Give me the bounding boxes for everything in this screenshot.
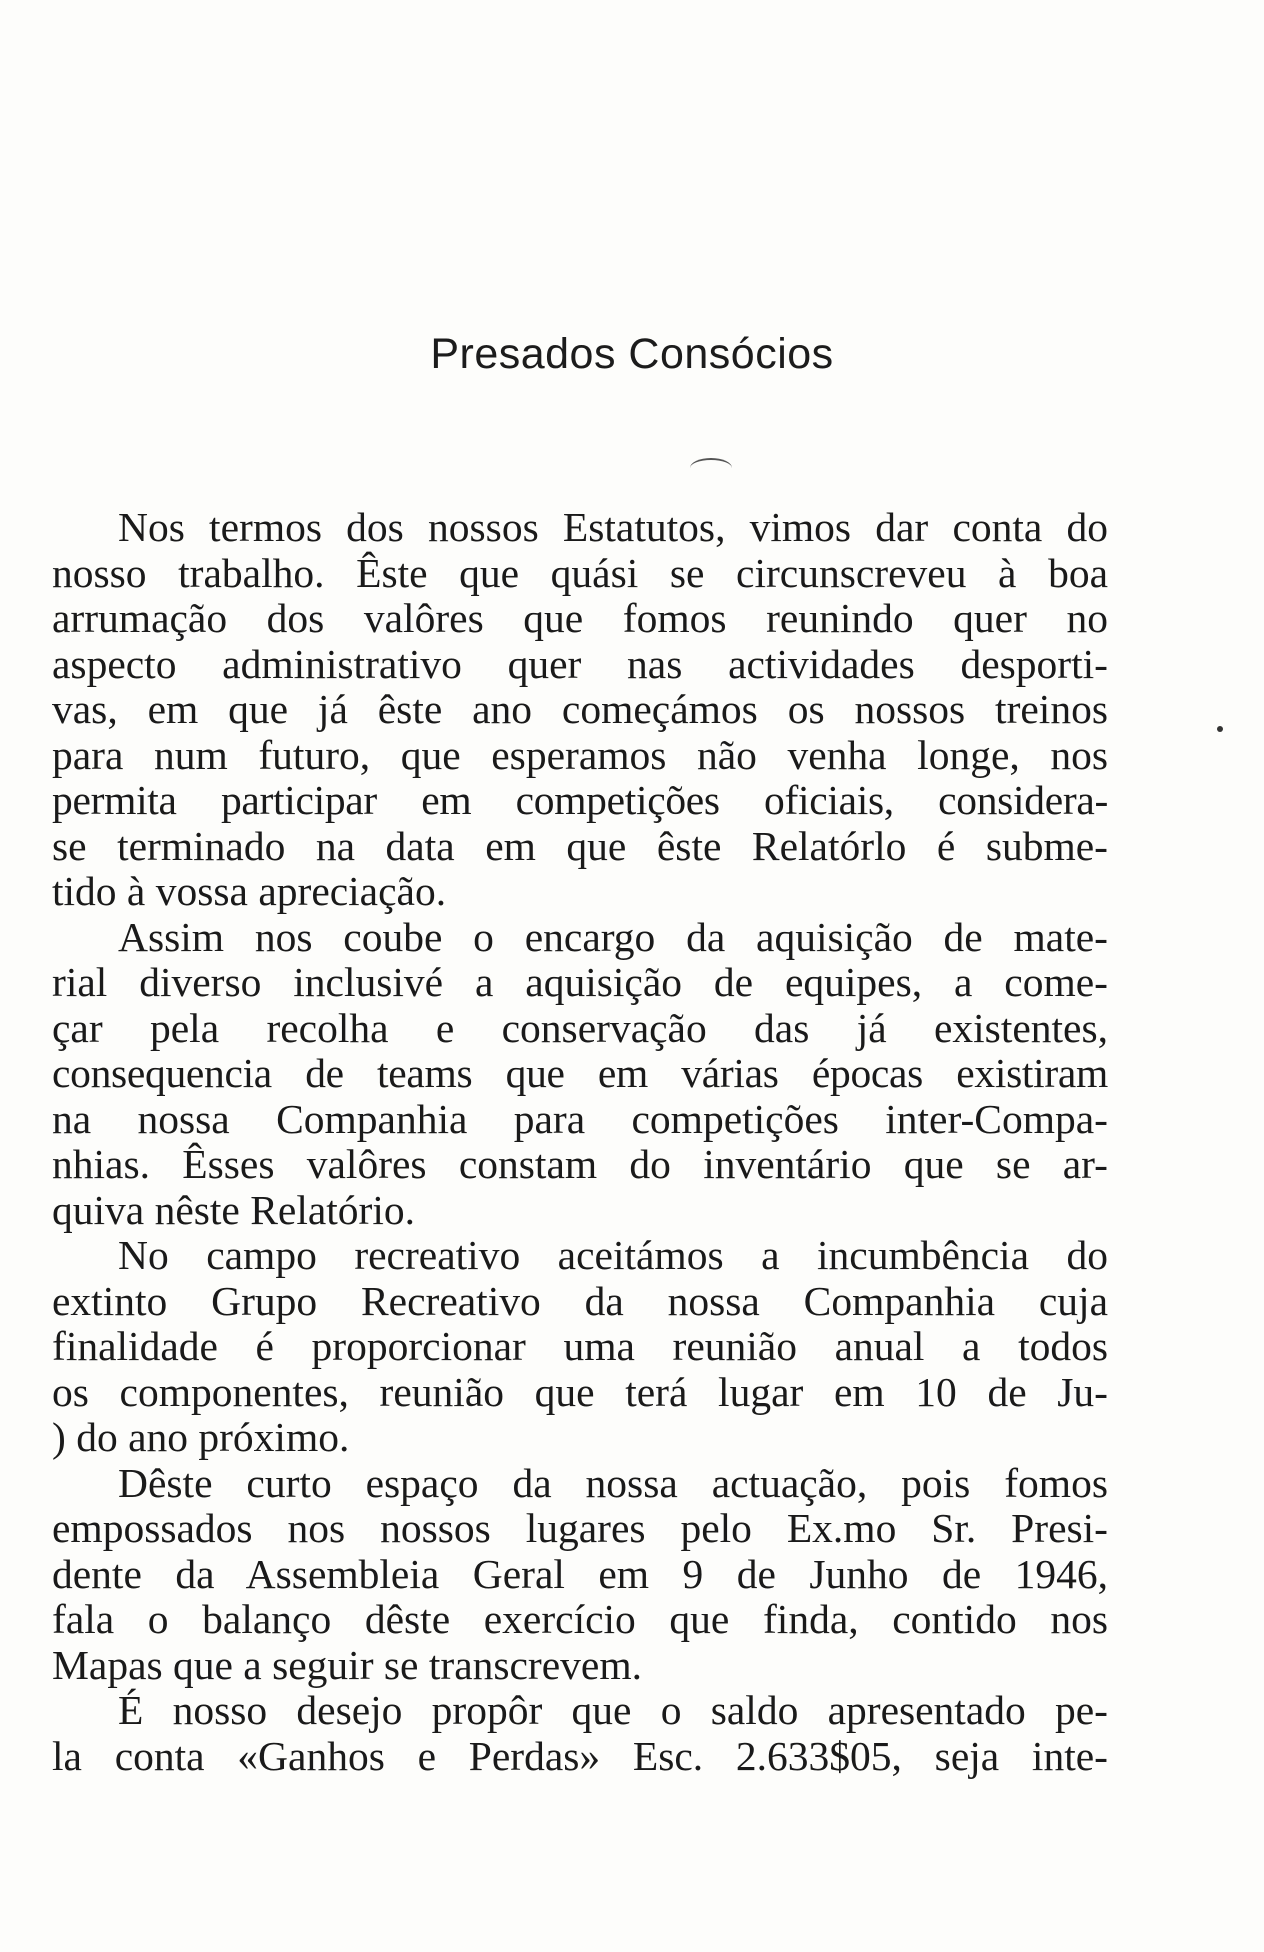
text-line: nhias. Êsses valôres constam do inventário que se ar-: [52, 1141, 1108, 1187]
text-line: aspecto administrativo quer nas actividades desporti-: [52, 640, 1108, 687]
text-line: empossados nos nossos lugares pelo Ex.mo Sr. Presi-: [52, 1505, 1108, 1551]
paragraph: [52, 1461, 1108, 1689]
text-line: tido à vossa apreciação.: [52, 868, 447, 914]
text-line: extinto Grupo Recreativo da nossa Companhia cuja: [52, 1277, 1108, 1324]
page-title: Presados Consócios: [430, 330, 834, 378]
text-line: la conta «Ganhos e Perdas» Esc. 2.633$05, seja inte-: [52, 1732, 1108, 1779]
text-line: para num futuro, que esperamos não venha longe, nos: [52, 731, 1108, 778]
text-line: Mapas que a seguir se transcrevem.: [52, 1641, 642, 1688]
text-line: na nossa Companhia para competições inter-Compa-: [52, 1095, 1108, 1142]
paragraph: [52, 1688, 1108, 1779]
text-line: ) do ano próximo.: [52, 1414, 350, 1460]
text-line: É nosso desejo propôr que o saldo apresentado pe-: [118, 1687, 1108, 1733]
body-text: [52, 505, 1108, 1779]
text-line: arrumação dos valôres que fomos reunindo quer no: [52, 595, 1108, 641]
text-line: No campo recreativo aceitámos a incumbência do: [118, 1232, 1108, 1278]
text-line: çar pela recolha e conservação das já existentes,: [52, 1004, 1108, 1051]
text-line: permita participar em competições oficiais, considera-: [52, 777, 1108, 823]
ink-speck: [690, 458, 732, 478]
text-line: os componentes, reunião que terá lugar em 10 de Ju-: [52, 1368, 1108, 1415]
paragraph: [52, 505, 1108, 915]
text-line: rial diverso inclusivé a aquisição de equipes, a come-: [52, 959, 1108, 1005]
text-line: dente da Assembleia Geral em 9 de Junho de 1946,: [52, 1550, 1108, 1597]
paragraph: [52, 1233, 1108, 1461]
text-line: Dêste curto espaço da nossa actuação, pois fomos: [118, 1459, 1108, 1506]
text-line: quiva nêste Relatório.: [52, 1186, 416, 1233]
text-line: Nos termos dos nossos Estatutos, vimos dar conta do: [118, 504, 1108, 550]
text-line: se terminado na data em que êste Relatórlo é subme-: [52, 822, 1108, 869]
ink-dot: [1217, 726, 1223, 732]
text-line: finalidade é proporcionar uma reunião anual a todos: [52, 1323, 1108, 1369]
paragraph: [52, 915, 1108, 1234]
text-line: nosso trabalho. Êste que quási se circunscreveu à boa: [52, 549, 1108, 596]
text-line: consequencia de teams que em várias épocas existiram: [52, 1050, 1108, 1096]
text-line: vas, em que já êste ano começámos os nossos treinos: [52, 686, 1108, 732]
text-line: Assim nos coube o encargo da aquisição de mate-: [118, 913, 1108, 960]
text-line: fala o balanço dêste exercício que finda, contido nos: [52, 1596, 1108, 1642]
